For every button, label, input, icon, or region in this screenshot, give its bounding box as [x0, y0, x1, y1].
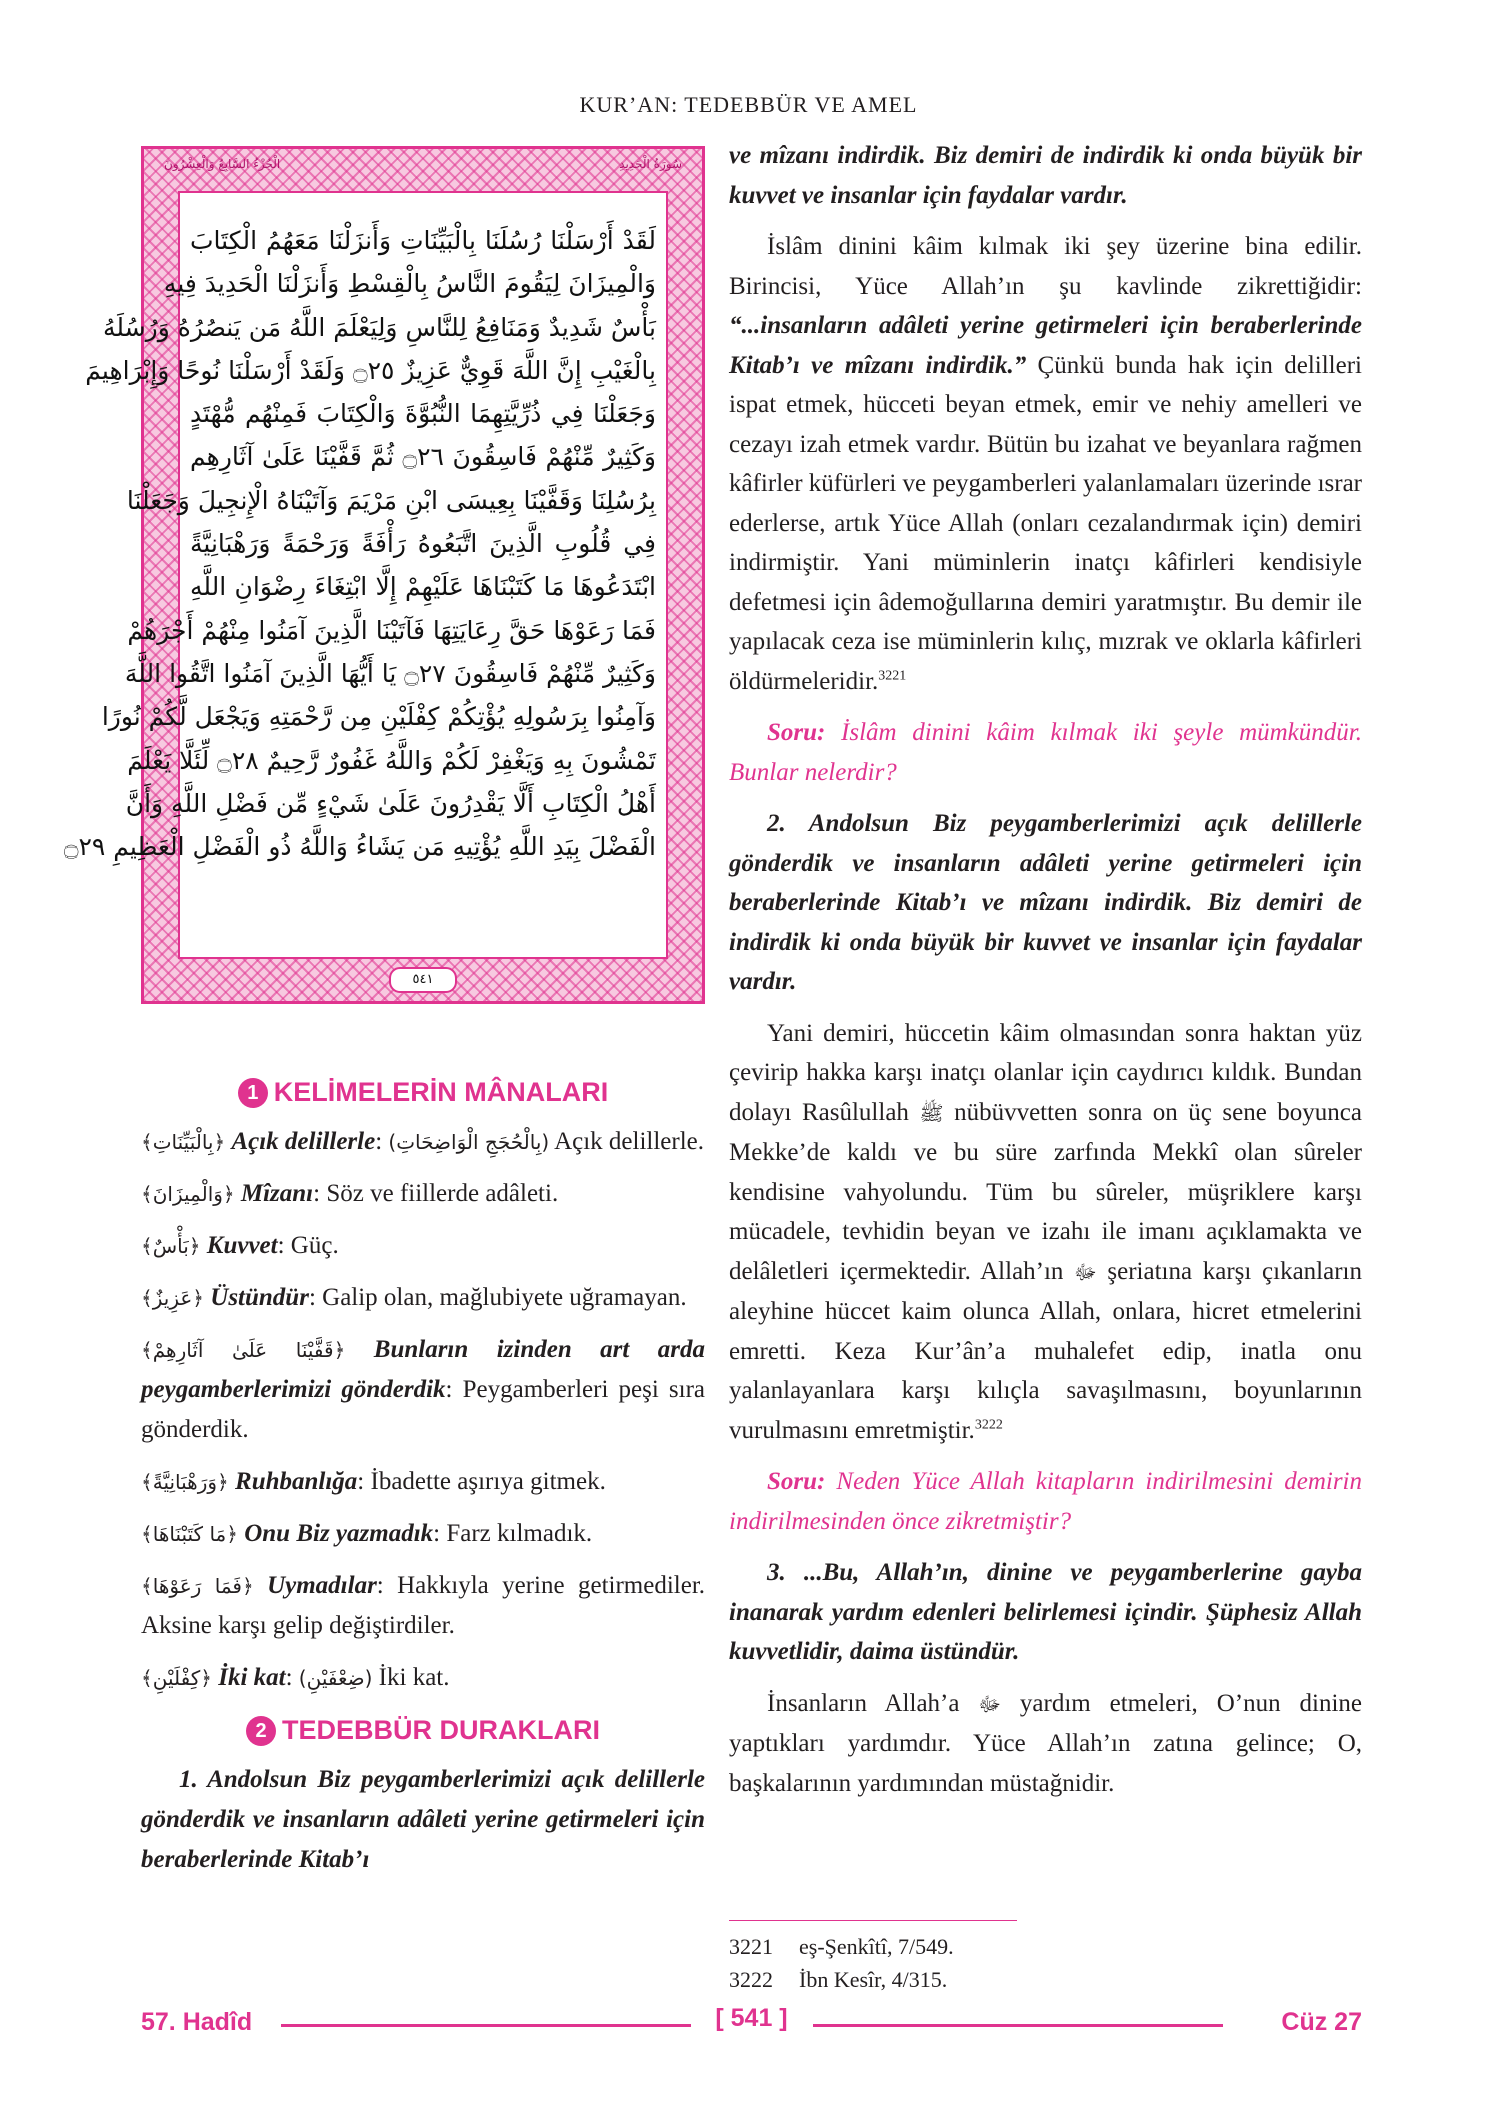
quran-line: أَهْلُ الْكِتَابِ أَلَّا يَقْدِرُونَ عَلَىٰ شَيْءٍ مِّن فَضْلِ اللَّهِ وَأَنَّ — [125, 788, 656, 818]
text: İslâm dinini kâim kılmak iki şey üzerine bina edilir. Birincisi, Yüce Allah’ın şu kavlinde zikrettiğidir: — [729, 233, 1362, 300]
quran-line: فَمَا رَعَوْهَا حَقَّ رِعَايَتِهَا فَآتَيْنَا الَّذِينَ آمَنُوا مِنْهُمْ أَجْرَهُمْ — [127, 615, 656, 645]
term: Üstündür — [210, 1284, 309, 1311]
term: İki kat — [218, 1664, 286, 1691]
footer-page-number: [ 541 ] — [715, 2004, 788, 2032]
arabic-gloss: (ضِعْفَيْنِ) — [298, 1666, 373, 1690]
term: Mîzanı — [240, 1180, 314, 1207]
glossary-entry: ﴿وَرَهْبَانِيَّةً﴾ Ruhbanlığa: İbadette aşırıya gitmek. — [141, 1468, 606, 1495]
quran-line: لَقَدْ أَرْسَلْنَا رُسُلَنَا بِالْبَيِّنَاتِ وَأَنزَلْنَا مَعَهُمُ الْكِتَابَ — [190, 226, 656, 255]
body-paragraph — [729, 1014, 1362, 1451]
mushaf-page-frame — [63, 146, 705, 1004]
quran-line: وَآمِنُوا بِرَسُولِهِ يُؤْتِكُمْ كِفْلَيْنِ مِن رَّحْمَتِهِ وَيَجْعَل لَّكُمْ نُورًا — [101, 702, 656, 732]
section-title: TEDEBBÜR DURAKLARI — [282, 1715, 600, 1745]
right-column — [729, 136, 1362, 1815]
quran-line: الْفَضْلَ بِيَدِ اللَّهِ يُؤْتِيهِ مَن يَشَاءُ وَاللَّهُ ذُو الْفَضْلِ الْعَظِيمِ ۝٢٩ — [63, 832, 656, 862]
question-paragraph — [729, 713, 1362, 792]
footnote — [729, 1963, 1362, 1996]
mushaf-text-area — [63, 191, 668, 959]
glossary-entry: ﴿بَأْسٌ﴾ Kuvvet: Güç. — [141, 1232, 339, 1259]
mushaf-top-labels — [164, 157, 682, 171]
arabic-term: ﴿قَفَّيْنَا عَلَىٰ آثَارِهِمْ﴾ — [141, 1338, 346, 1362]
footnote-text: eş-Şenkîtî, 7/549. — [799, 1934, 954, 1959]
section-number-badge: 2 — [246, 1716, 276, 1746]
quran-line: وَالْمِيزَانَ لِيَقُومَ النَّاسُ بِالْقِسْطِ وَأَنزَلْنَا الْحَدِيدَ فِيهِ — [163, 269, 656, 299]
footer-surah: 57. Hadîd — [141, 2008, 253, 2036]
body-paragraph — [729, 227, 1362, 701]
question-label: Soru: — [767, 1468, 826, 1495]
definition: Açık delillerle. — [554, 1128, 705, 1155]
running-header: KUR’AN: TEDEBBÜR VE AMEL — [579, 92, 918, 117]
arabic-term: ﴿بَأْسٌ﴾ — [141, 1234, 201, 1258]
footer-rule-right — [813, 2024, 1223, 2027]
question-text: Neden Yüce Allah kitapların indirilmesini demirin indirilmesinden önce zikretmiştir? — [729, 1468, 1362, 1535]
term: Bunların izinden art arda peygamberlerimizi gönderdik — [141, 1336, 706, 1403]
surah-label: سُورَةُ الْحَدِيدِ — [619, 157, 682, 171]
quran-line: وَجَعَلْنَا فِي ذُرِّيَّتِهِمَا النُّبُوَّةَ وَالْكِتَابَ فَمِنْهُم مُّهْتَدٍ — [190, 399, 656, 429]
text: İnsanların Allah’a — [767, 1689, 979, 1717]
glossary-entry: ﴿وَالْمِيزَانَ﴾ Mîzanı: Söz ve fiillerde adâleti. — [141, 1180, 559, 1207]
footnotes — [729, 1930, 1362, 1996]
body-paragraph — [729, 1684, 1362, 1804]
quran-line: فِي قُلُوبِ الَّذِينَ اتَّبَعُوهُ رَأْفَةً وَرَحْمَةً وَرَهْبَانِيَّةً — [190, 529, 656, 559]
term: Açık delillerle — [231, 1128, 376, 1155]
salawat-icon: ﷺ — [919, 1100, 944, 1125]
arabic-term: ﴿مَا كَتَبْنَاهَا﴾ — [141, 1522, 238, 1546]
text: Çünkü bunda hak için delilleri ispat etmek, hücceti beyan etmek, emir ve nehiy amelleri ve cezayı izah etmek vardır. Bütün bu izahat ve beyanlara rağmen kâfirler küfürleri ve peygamberleri yalanlamaları üzerinde ısrar ederlerse, artık Yüce Allah (onları cezalandırmak için) demiri indirmiştir. Yani müminlerin inatçı kâfirleri kendisiyle defetmesi için âdemoğullarına demiri yaratmıştır. Bu demir ile yapılacak ceza ise müminlerin kılıç, mızrak ve oklarla kâfirleri öldürmeleridir. — [729, 351, 1363, 695]
glossary-entry: ﴿فَمَا رَعَوْهَا﴾ Uymadılar: Hakkıyla yerine getirmediler. Aksine karşı gelip değiştirdiler. — [141, 1572, 706, 1639]
question-label: Soru: — [767, 719, 826, 746]
footnote-number: 3221 — [729, 1934, 773, 1959]
quote: “...insanların adâleti yerine getirmeleri için beraberlerinde Kitab’ı ve mîzanı indirdik.” — [729, 312, 1362, 379]
definition: Söz ve fiillerde adâleti. — [326, 1180, 559, 1207]
glossary-entry: ﴿قَفَّيْنَا عَلَىٰ آثَارِهِمْ﴾ Bunların izinden art arda peygamberlerimizi gönderdik: Peygamberleri peşi sıra gönderdik. — [141, 1336, 706, 1443]
definition: Hakkıyla yerine getirmediler. Aksine karşı gelip değiştirdiler. — [141, 1572, 706, 1639]
term: Onu Biz yazmadık — [244, 1520, 434, 1547]
footer-rule-left — [281, 2024, 691, 2027]
text: yardım etmeleri, O’nun dinine yaptıkları yardımdır. Yüce Allah’ın zatına gelince; O, başkalarının yardımından müstağnidir. — [729, 1689, 1362, 1797]
arabic-term: ﴿وَالْمِيزَانَ﴾ — [141, 1182, 235, 1206]
jalla-icon: ﷻ — [978, 1691, 1001, 1716]
term: Ruhbanlığa — [235, 1468, 358, 1495]
footnote-ref[interactable]: 3222 — [974, 1417, 1003, 1433]
section-number-badge: 1 — [238, 1078, 268, 1108]
footnote-text: İbn Kesîr, 4/315. — [799, 1967, 948, 1992]
verse-paragraph: 1. Andolsun Biz peygamberlerimizi açık delillerle gönderdik ve insanların adâleti yerine getirmeleri için beraberlerinde Kitab’ı — [141, 1766, 705, 1873]
question-text: İslâm dinini kâim kılmak iki şeyle mümkündür. Bunlar nelerdir? — [729, 719, 1362, 786]
verse-paragraph: 3. ...Bu, Allah’ın, dinine ve peygamberlerine gayba inanarak yardım edenleri belirlemesi içindir. Şüphesiz Allah kuvvetlidir, daima üstündür. — [729, 1559, 1362, 1665]
footnote-separator — [729, 1920, 1017, 1921]
definition: Galip olan, mağlubiyete uğramayan. — [322, 1284, 687, 1311]
definition: İbadette aşırıya gitmek. — [370, 1468, 606, 1495]
footnote — [729, 1930, 1362, 1963]
quran-line: بِرُسُلِنَا وَقَفَّيْنَا بِعِيسَى ابْنِ مَرْيَمَ وَآتَيْنَاهُ الْإِنجِيلَ وَجَعَلْنَا — [126, 485, 656, 515]
footnote-number: 3222 — [729, 1967, 773, 1992]
arabic-term: ﴿فَمَا رَعَوْهَا﴾ — [141, 1574, 254, 1598]
quran-line: وَكَثِيرٌ مِّنْهُمْ فَاسِقُونَ ۝٢٧ يَا أَيُّهَا الَّذِينَ آمَنُوا اتَّقُوا اللَّهَ — [124, 658, 656, 688]
quran-line: وَكَثِيرٌ مِّنْهُمْ فَاسِقُونَ ۝٢٦ ثُمَّ قَفَّيْنَا عَلَىٰ آثَارِهِم — [190, 442, 656, 472]
text: Yani demiri, hüccetin kâim olmasından sonra haktan yüz çevirip hakka karşı inatçı olanlar için caydırıcı kıldık. Bundan dolayı Rasûlullah — [729, 1019, 1362, 1126]
arabic-term: ﴿وَرَهْبَانِيَّةً﴾ — [141, 1470, 229, 1494]
question-paragraph — [729, 1462, 1362, 1541]
verse-paragraph: 2. Andolsun Biz peygamberlerimizi açık delillerle gönderdik ve insanların adâleti yerine getirmeleri için beraberlerinde Kitab’ı ve mîzanı indirdik. Biz demiri de indirdik ki onda büyük bir kuvvet ve insanlar için faydalar vardır. — [729, 810, 1362, 995]
text: nübüvvetten sonra on üç sene boyunca Mekke’de kaldı ve bu süre zarfında Mekkî olan sûreler kendisine vahyolundu. Tüm bu sûreler, müşriklere karşı mücadele, tevhidin beyan ve izahı ile imanı açıklamakta ve delâletleri içermektedir. Allah’ın — [729, 1098, 1363, 1285]
glossary-entry: ﴿كِفْلَيْنِ﴾ İki kat: (ضِعْفَيْنِ) İki kat. — [141, 1664, 450, 1691]
definition: Peygamberleri peşi sıra gönderdik. — [141, 1376, 706, 1443]
juz-label: الْجُزْءُ السَّابِعُ وَالْعِشْرُونَ — [164, 157, 281, 171]
section-title: KELİMELERİN MÂNALARI — [273, 1077, 609, 1107]
verse-paragraph-continued: ve mîzanı indirdik. Biz demiri de indirdik ki onda büyük bir kuvvet ve insanlar için faydalar vardır. — [729, 142, 1362, 209]
quran-line: بِالْغَيْبِ إِنَّ اللَّهَ قَوِيٌّ عَزِيزٌ ۝٢٥ وَلَقَدْ أَرْسَلْنَا نُوحًا وَإِبْرَاهِيمَ — [85, 355, 656, 385]
page-footer — [141, 2004, 1362, 2044]
quran-line: ابْتَدَعُوهَا مَا كَتَبْنَاهَا عَلَيْهِمْ إِلَّا ابْتِغَاءَ رِضْوَانِ اللَّهِ — [190, 572, 656, 602]
definition: Farz kılmadık. — [446, 1520, 593, 1547]
term: Uymadılar — [267, 1572, 377, 1599]
arabic-gloss: (بِالْحُجَجِ الْوَاضِحَاتِ) — [388, 1130, 550, 1154]
text: şeriatına karşı çıkanların aleyhine hüccet kaim olunca Allah, onlara, hicret etmelerini emretti. Keza Kur’ân’a muhalefet edip, inatla onu yalanlayanlara karşı kılıçla savaşılmasını, boyunlarının vurulmasını emretmiştir. — [729, 1257, 1362, 1444]
section-heading-kelimeler — [141, 1072, 705, 1112]
section-heading-tedebbur — [141, 1710, 705, 1750]
arabic-term: ﴿كِفْلَيْنِ﴾ — [141, 1666, 212, 1690]
mushaf-page-number: ٥٤١ — [389, 967, 457, 993]
jalla-icon: ﷻ — [1074, 1259, 1097, 1284]
left-column — [141, 1072, 705, 1892]
footer-juz: Cüz 27 — [1281, 2008, 1362, 2036]
definition: Güç. — [290, 1232, 339, 1259]
footnote-ref[interactable]: 3221 — [878, 668, 907, 684]
term: Kuvvet — [206, 1232, 278, 1259]
quran-line: بَأْسٌ شَدِيدٌ وَمَنَافِعُ لِلنَّاسِ وَلِيَعْلَمَ اللَّهُ مَن يَنصُرُهُ وَرُسُلَهُ — [103, 312, 656, 342]
quran-line: تَمْشُونَ بِهِ وَيَغْفِرْ لَكُمْ وَاللَّهُ غَفُورٌ رَّحِيمٌ ۝٢٨ لِّئَلَّا يَعْلَمَ — [127, 745, 656, 775]
definition: İki kat. — [378, 1664, 450, 1691]
glossary-entry: ﴿عَزِيزٌ﴾ Üstündür: Galip olan, mağlubiyete uğramayan. — [141, 1284, 687, 1311]
glossary-entry: ﴿مَا كَتَبْنَاهَا﴾ Onu Biz yazmadık: Farz kılmadık. — [141, 1520, 593, 1547]
arabic-term: ﴿بِالْبَيِّنَاتِ﴾ — [141, 1130, 226, 1154]
arabic-term: ﴿عَزِيزٌ﴾ — [141, 1286, 205, 1310]
glossary-entry: ﴿بِالْبَيِّنَاتِ﴾ Açık delillerle: (بِالْحُجَجِ الْوَاضِحَاتِ) Açık delillerle. — [141, 1128, 705, 1155]
